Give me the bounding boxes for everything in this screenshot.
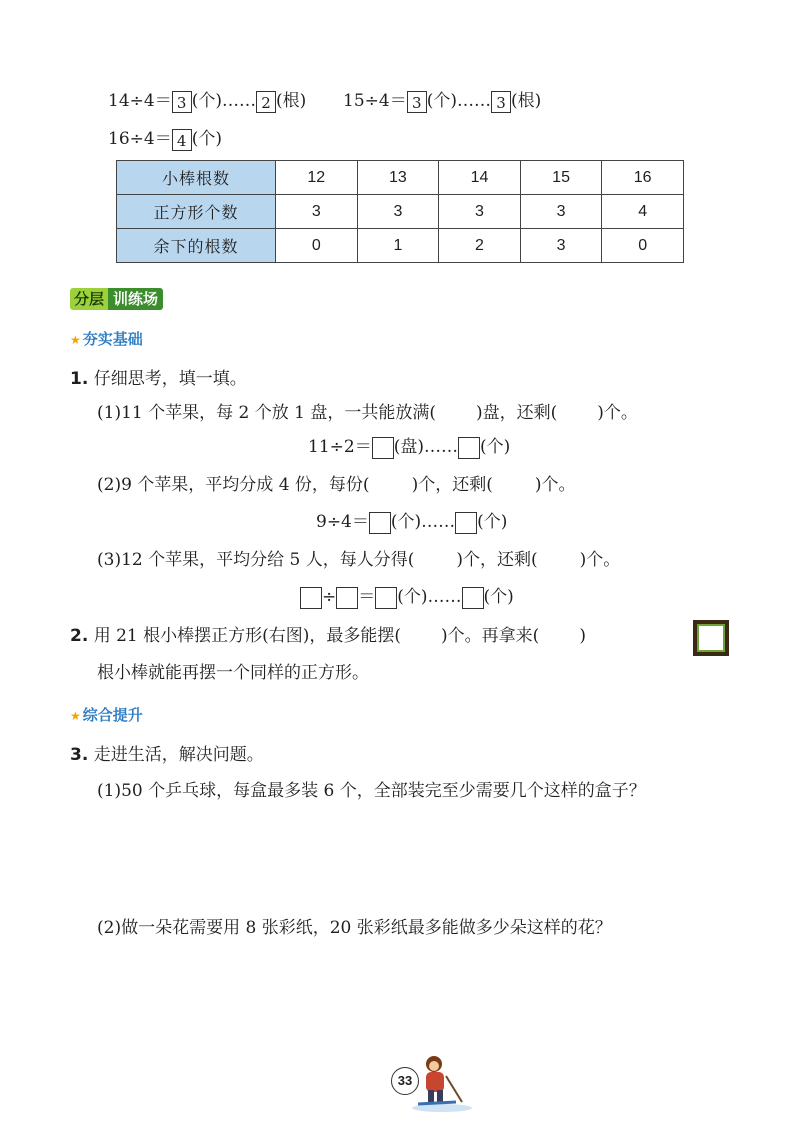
question-1-part-2: (2)9 个苹果，平均分成 4 份，每份( )个，还剩( )个。 — [97, 475, 576, 495]
table-cell: 1 — [357, 229, 439, 263]
answer-box[interactable] — [336, 587, 358, 609]
equation-3: ÷ ＝ (个)…… (个) — [300, 582, 514, 609]
quotient-box: 3 — [407, 91, 427, 113]
equation-1: 11÷2＝ (盘)…… (个) — [308, 437, 511, 457]
question-2-line-1: 2. 用 21 根小棒摆正方形(右图)，最多能摆( )个。再拿来( ) — [70, 626, 586, 646]
answer-box[interactable] — [369, 512, 391, 534]
banner-part-a: 分层 — [70, 288, 108, 310]
answer-line-1 — [108, 86, 541, 113]
remainder-box: 3 — [491, 91, 511, 113]
table-cell: 0 — [602, 229, 684, 263]
star-icon: ★ — [70, 333, 81, 347]
section-banner — [70, 288, 163, 310]
answer-box[interactable] — [375, 587, 397, 609]
answer-box[interactable] — [462, 587, 484, 609]
table-row — [117, 195, 684, 229]
question-1-title: 1. 仔细思考，填一填。 — [70, 369, 247, 389]
table-cell: 3 — [520, 195, 602, 229]
sticks-table — [116, 160, 684, 263]
table-cell: 4 — [602, 195, 684, 229]
question-1-part-1: (1)11 个苹果，每 2 个放 1 盘，一共能放满( )盘，还剩( )个。 — [97, 403, 638, 423]
equation-2: 9÷4＝ (个)…… (个) — [316, 512, 508, 532]
quotient-box: 4 — [172, 129, 192, 151]
advanced-heading: ★ 综合提升 — [70, 706, 143, 724]
remainder-box: 2 — [256, 91, 276, 113]
page-number: 33 — [391, 1067, 419, 1095]
table-cell: 0 — [276, 229, 358, 263]
table-cell: 3 — [276, 195, 358, 229]
table-cell: 12 — [276, 161, 358, 195]
answer-box[interactable] — [300, 587, 322, 609]
skier-mascot-icon — [410, 1052, 480, 1114]
table-cell: 3 — [520, 229, 602, 263]
quotient-box: 3 — [172, 91, 192, 113]
answer-line-2: 16÷4＝ 4 (个) — [108, 129, 222, 150]
row-header: 小棒根数 — [117, 161, 276, 195]
question-2-line-2: 根小棒就能再摆一个同样的正方形。 — [97, 663, 369, 683]
answer-box[interactable] — [458, 437, 480, 459]
table-cell: 14 — [439, 161, 521, 195]
table-cell: 16 — [602, 161, 684, 195]
table-cell: 3 — [439, 195, 521, 229]
equation-15-div-4: 15÷4＝ 3 (个)…… 3 (根) — [343, 91, 542, 112]
table-cell: 13 — [357, 161, 439, 195]
question-3-part-1: (1)50 个乒乓球，每盒最多装 6 个，全部装完至少需要几个这样的盒子？ — [97, 781, 646, 801]
table-row — [117, 161, 684, 195]
equation-14-div-4: 14÷4＝ 3 (个)…… 2 (根) — [108, 91, 307, 112]
stick-square-figure — [693, 620, 729, 656]
basics-heading: ★ 夯实基础 — [70, 330, 143, 348]
answer-box[interactable] — [372, 437, 394, 459]
question-1-part-3: (3)12 个苹果，平均分给 5 人，每人分得( )个，还剩( )个。 — [97, 550, 621, 570]
row-header: 余下的根数 — [117, 229, 276, 263]
answer-box[interactable] — [455, 512, 477, 534]
star-icon: ★ — [70, 709, 81, 723]
question-3-title: 3. 走进生活，解决问题。 — [70, 745, 264, 765]
row-header: 正方形个数 — [117, 195, 276, 229]
table-cell: 15 — [520, 161, 602, 195]
question-3-part-2: (2)做一朵花需要用 8 张彩纸，20 张彩纸最多能做多少朵这样的花？ — [97, 918, 612, 938]
banner-part-b: 训练场 — [108, 288, 163, 310]
table-cell: 3 — [357, 195, 439, 229]
table-row — [117, 229, 684, 263]
table-cell: 2 — [439, 229, 521, 263]
